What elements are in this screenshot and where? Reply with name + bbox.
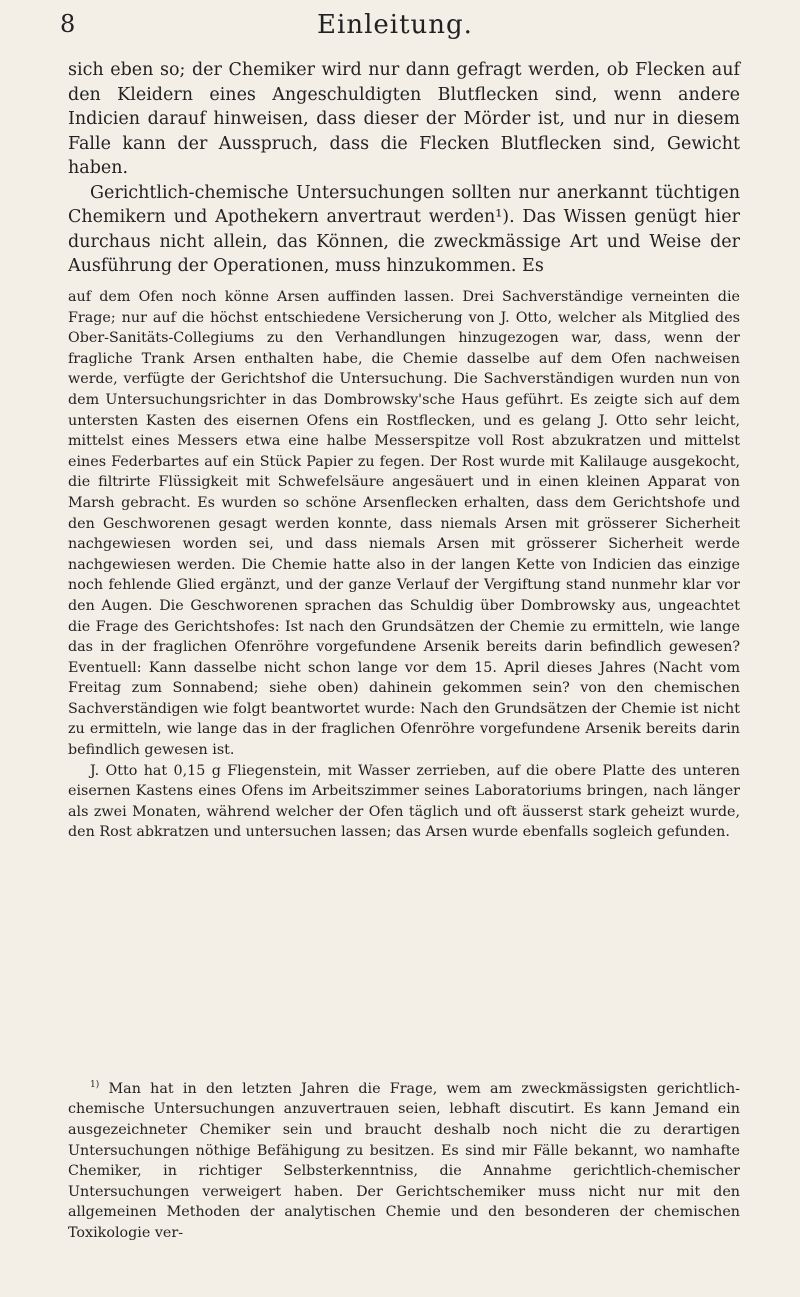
note-paragraph: auf dem Ofen noch könne Arsen auffinden lassen. Drei Sachverständige verneinten die Frage; nur auf die höchst entschiedene Versicherung von J. Otto, welcher als Mitglied des Ober-Sanitäts-Collegiums zu den Verhandlungen hinzugezogen war, dass, wenn der fragliche Trank Arsen enthalten habe, die Chemie dasselbe auf dem Ofen nachweisen werde, verfügte der Gerichtshof die Untersuchung. Die Sachverständigen wurden nun von dem Untersuchungsrichter in das Dombrowsky'sche Haus geführt. Es zeigte sich auf dem untersten Kasten des eisernen Ofens ein Rostflecken, und es gelang J. Otto sehr leicht, mittelst eines Messers etwa eine halbe Messerspitze voll Rost abzukratzen und mittelst eines Federbartes auf ein Stück Papier zu fegen. Der Rost wurde mit Kalilauge ausgekocht, die filtrirte Flüssigkeit mit Schwefelsäure angesäuert und in einen kleinen Apparat von Marsh gebracht. Es wurden so schöne Arsenflecken erhalten, dass dem Gerichtshofe und den Geschworenen gesagt werden konnte, dass niemals Arsen mit grösserer Sicherheit nachgewiesen worden sei, und dass niemals Arsen mit grösserer Sicherheit werde nachgewiesen werden. Die Chemie hatte also in der langen Kette von Indicien das einzige noch fehlende Glied ergänzt, und der ganze Verlauf der Vergiftung stand nunmehr klar vor den Augen. Die Geschworenen sprachen das Schuldig über Dombrowsky aus, ungeachtet die Frage des Gerichtshofes: Ist nach den Grundsätzen der Chemie zu ermitteln, wie lange das in der fraglichen Ofenröhre vorgefundene Arsenik bereits darin befindlich gewesen? Eventuell: Kann dasselbe nicht schon lange vor dem 15. April dieses Jahres (Nacht vom Freitag zum Sonnabend; siehe oben) dahinein gekommen sein? von den chemischen Sachverständigen wie folgt beantwortet wurde: Nach den Grundsätzen der Chemie ist nicht zu ermitteln, wie lange das in der fraglichen Ofenröhre vorgefundene Arsenik bereits darin befindlich gewesen ist. [68, 289, 740, 759]
page-number: 8 [60, 10, 76, 38]
main-paragraph: sich eben so; der Chemiker wird nur dann gefragt werden, ob Flecken auf den Kleidern eines Angeschuldigten Blutflecken sind, wenn andere Indicien darauf hinweisen, dass dieser der Mörder ist, und nur in diesem Falle kann der Ausspruch, dass die Flecken Blutflecken sind, Gewicht haben. [68, 60, 740, 178]
footnote-paragraph [68, 1075, 740, 1244]
note-paragraph: J. Otto hat 0,15 g Fliegenstein, mit Wasser zerrieben, auf die obere Platte des unteren eisernen Kastens eines Ofens im Arbeitszimmer seines Laboratoriums bringen, nach länger als zwei Monaten, während welcher der Ofen täglich und oft äusserst stark geheizt wurde, den Rost abkratzen und untersuchen lassen; das Arsen wurde ebenfalls sogleich gefunden. [68, 762, 740, 841]
main-paragraph: Gerichtlich-chemische Untersuchungen sollten nur anerkannt tüchtigen Chemikern und Apothekern anvertraut werden¹). Das Wissen genügt hier durchaus nicht allein, das Können, die zweckmässige Art und Weise der Ausführung der Operationen, muss hinzukommen. Es [68, 182, 740, 276]
running-head: Einleitung. [317, 10, 473, 40]
continued-note [68, 287, 740, 843]
footnote-text: Man hat in den letzten Jahren die Frage, wem am zweckmässigsten gerichtlich-chemische Untersuchungen anzuvertrauen seien, lebhaft discutirt. Es kann Jemand ein ausgezeichneter Chemiker sein und braucht deshalb noch nicht die zu derartigen Untersuchungen nöthige Befähigung zu besitzen. Es sind mir Fälle bekannt, wo namhafte Chemiker, in richtiger Selbsterkenntniss, die Annahme gerichtlich-chemischer Untersuchungen verweigert haben. Der Gerichtschemiker muss nicht nur mit den allgemeinen Methoden der analytischen Chemie und den besonderen der chemischen Toxikologie ver- [68, 1080, 740, 1241]
page-header [60, 10, 730, 44]
main-text [68, 58, 740, 279]
footnote [68, 1075, 740, 1244]
footnote-marker: 1) [90, 1080, 100, 1090]
